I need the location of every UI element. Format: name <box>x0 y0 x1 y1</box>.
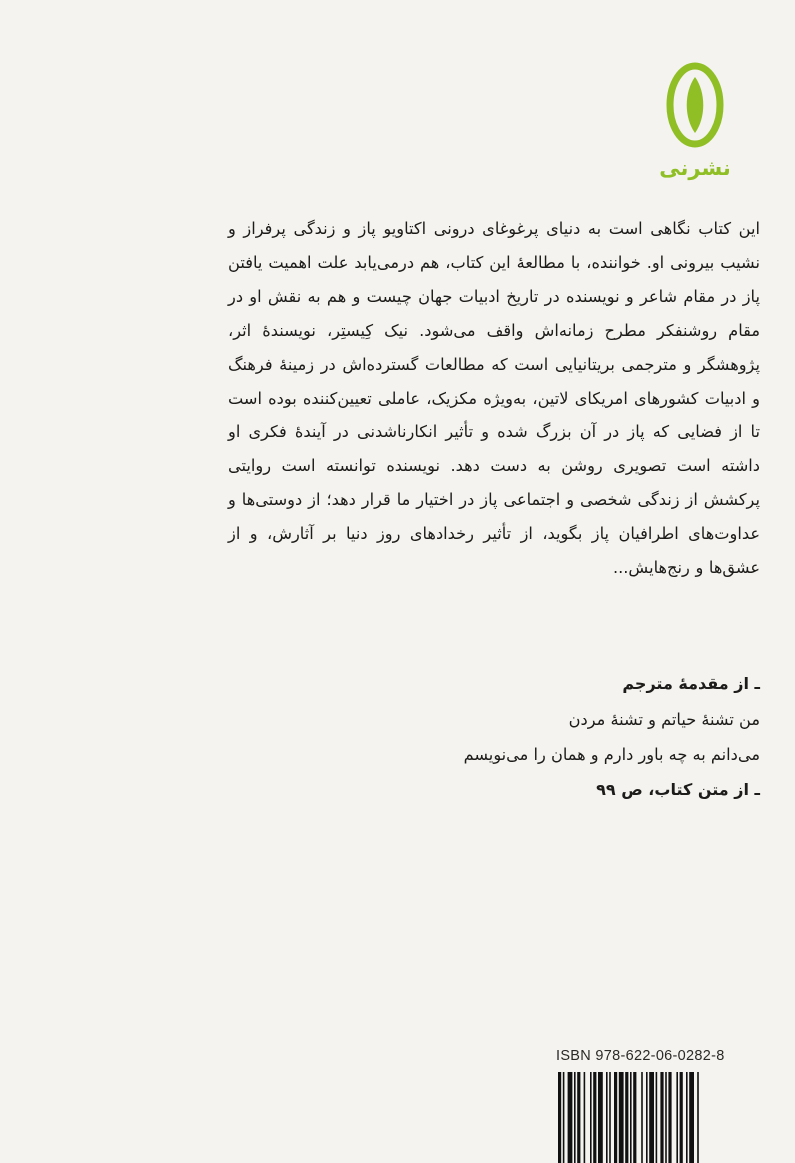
quote-line: من تشنهٔ حیاتم و تشنهٔ مردن <box>568 710 760 729</box>
isbn-number: ISBN 978-622-06-0282-8 <box>556 1048 725 1064</box>
publisher-name: نشرنی <box>659 156 731 180</box>
blurb-attribution: ـ از مقدمهٔ مترجم <box>622 674 760 693</box>
barcode <box>556 1072 760 1163</box>
publisher-logo <box>650 60 740 190</box>
leaf-emblem-icon <box>664 60 726 150</box>
quote-attribution: ـ از متن کتاب، ص ۹۹ <box>596 780 760 799</box>
back-cover-blurb: این کتاب نگاهی است به دنیای پرغوغای درونی اکتاویو پاز و زندگی پرفراز و نشیب بیرونی او. خواننده، با مطالعهٔ این کتاب، هم درمی‌یابد علت اهمیت یافتن پاز در مقام شاعر و نویسنده در تاریخ ادبیات جهان چیست و هم به نقش او در مقام روشنفکر مطرح زمانه‌اش واقف می‌شود. نیک کِیستِر، نویسندهٔ اثر، پژوهشگر و مترجمی بریتانیایی است که مطالعات گسترده‌اش در زمینهٔ فرهنگ و ادبیات کشورهای امریکای لاتین، به‌ویژه مکزیک، عاملی تعیین‌کننده بوده است تا از فضایی که پاز در آن بزرگ شده و تأثیر انکارناشدنی در آیندهٔ فکری او داشته است تصویری روشن به دست دهد. نویسنده توانسته است روایتی پرکشش از زندگی شخصی و اجتماعی پاز در اختیار ما قرار دهد؛ از دوستی‌ها و عداوت‌های اطرافیان پاز بگوید، از تأثیر رخدادهای روز دنیا بر آثارش، و از عشق‌ها و رنج‌هایش... <box>228 219 760 578</box>
quote-line: می‌دانم به چه باور دارم و همان را می‌نویسم <box>463 745 760 764</box>
